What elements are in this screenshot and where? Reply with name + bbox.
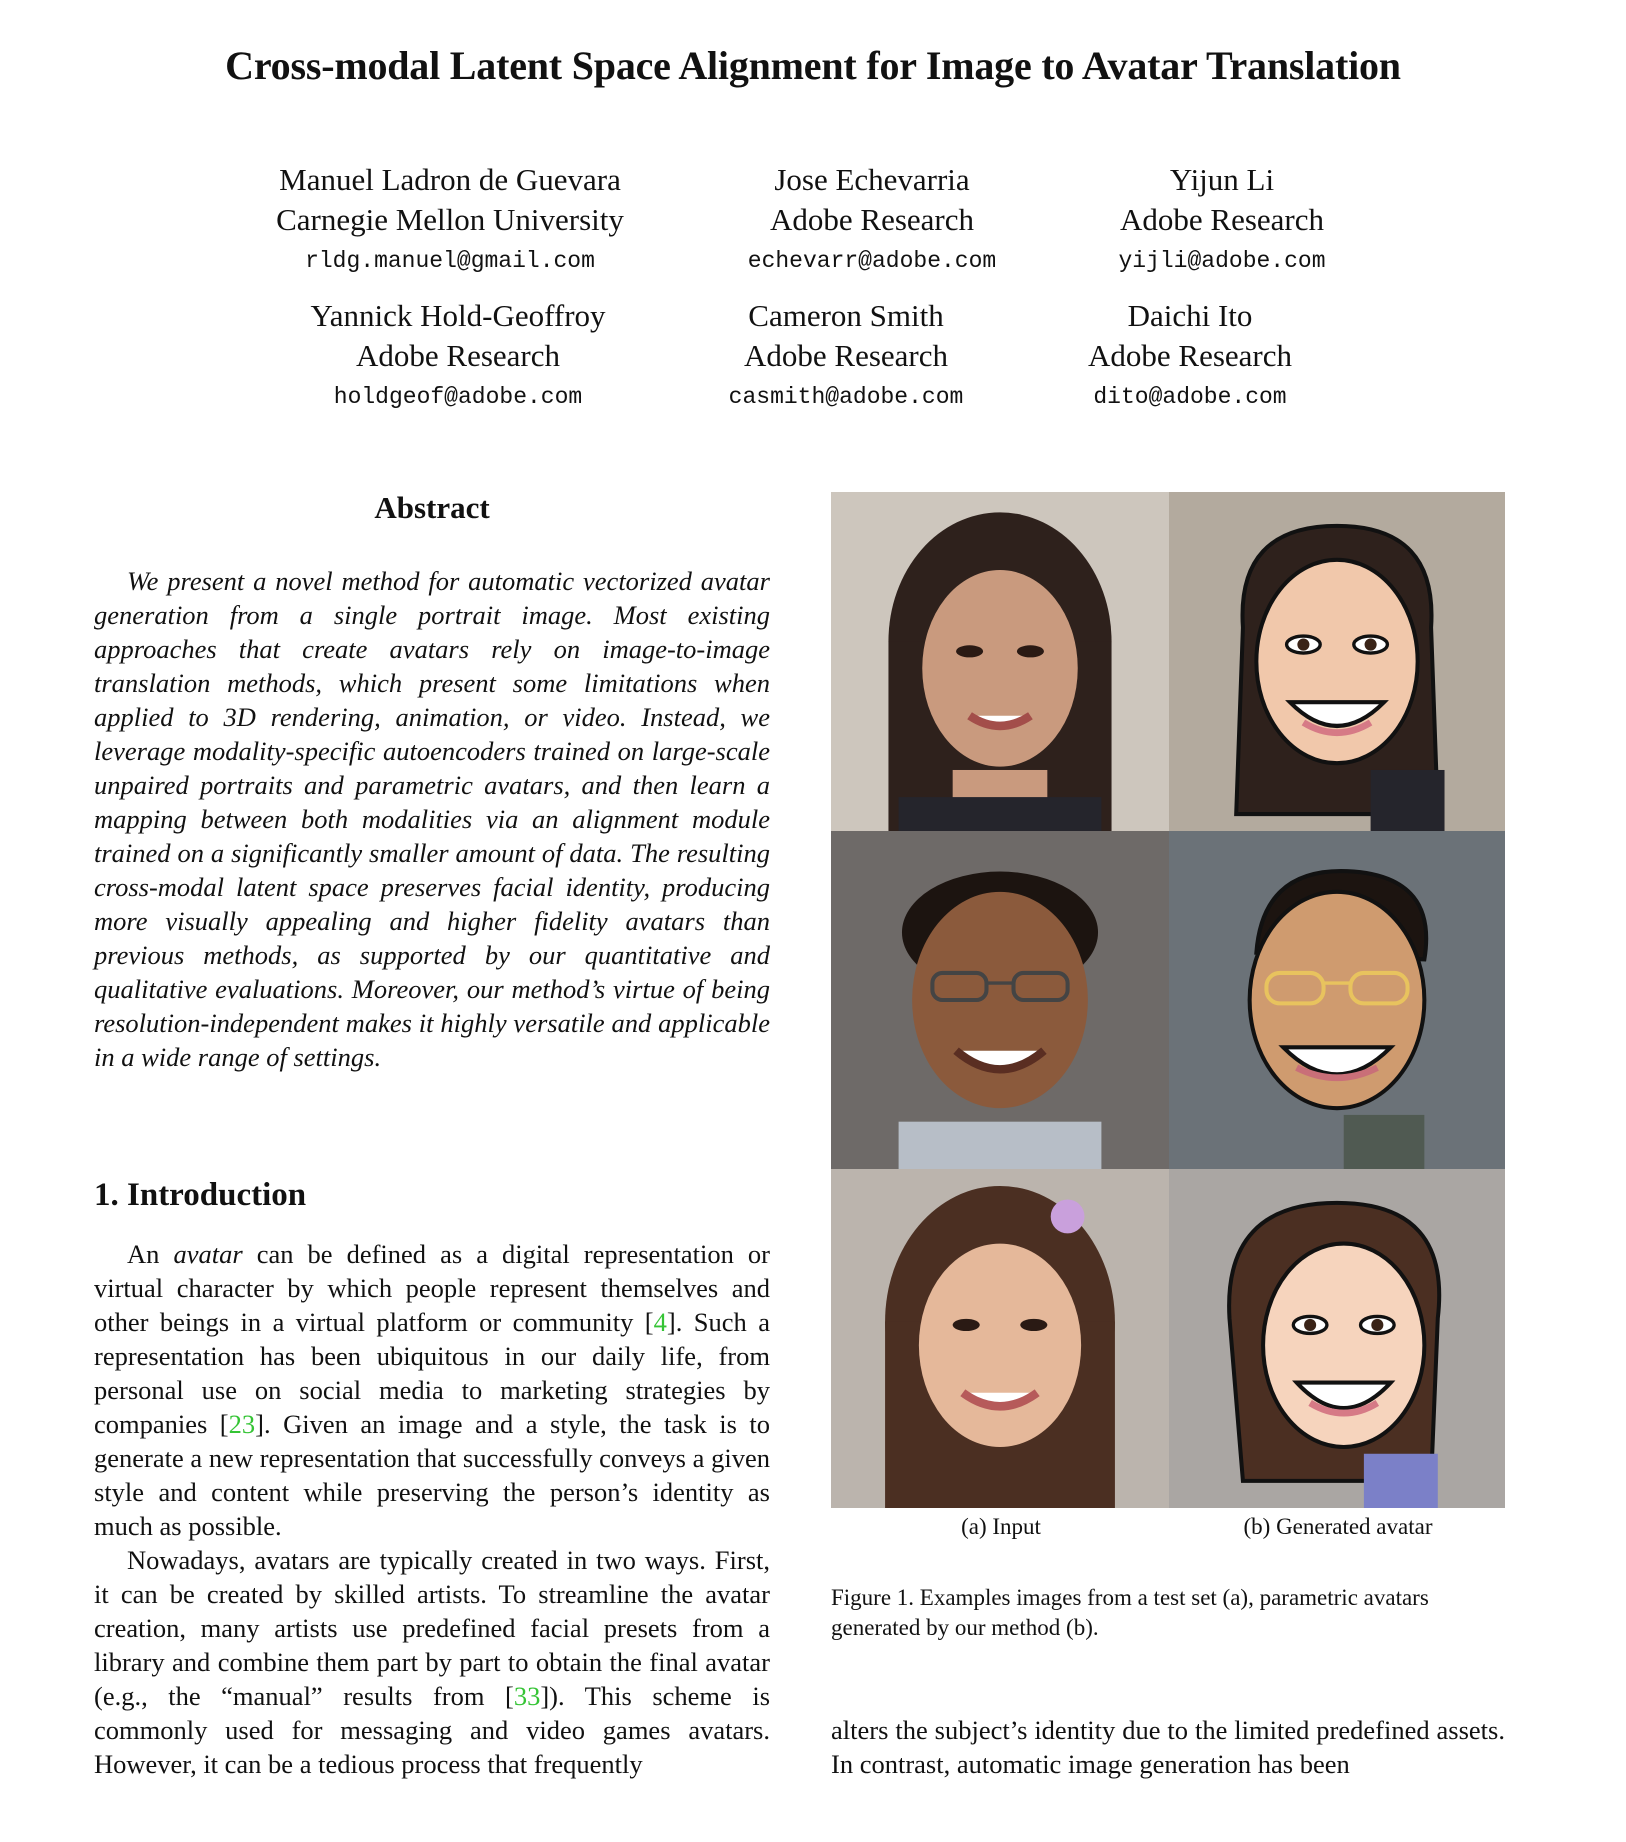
input-photo <box>831 1169 1169 1508</box>
author-email: casmith@adobe.com <box>728 384 964 410</box>
author-name: Cameron Smith <box>748 298 944 333</box>
author-affiliation: Adobe Research <box>1120 202 1324 237</box>
portrait-photo-graphic <box>831 1169 1169 1508</box>
author-block <box>248 296 668 410</box>
text-run: can be defined as a digital representation or virtual character by which people represent themselves and other beings in a virtual platform or community [ <box>94 1239 771 1337</box>
emphasis-text: avatar <box>173 1239 243 1269</box>
author-affiliation: Adobe Research <box>770 202 974 237</box>
right-column-text <box>831 1713 1505 1781</box>
text-run: ]). This scheme is commonly used for messaging and video games avatars. However, it can be a tedious process that frequently <box>94 1681 771 1779</box>
author-email: dito@adobe.com <box>1093 384 1287 410</box>
subcaption-input: (a) Input <box>961 1514 1041 1539</box>
author-name: Manuel Ladron de Guevara <box>279 162 621 197</box>
author-email: echevarr@adobe.com <box>747 248 997 274</box>
author-email: yijli@adobe.com <box>1118 248 1326 274</box>
author-affiliation: Adobe Research <box>744 338 948 373</box>
avatar-graphic <box>1169 831 1505 1169</box>
section-heading: 1. Introduction <box>94 1177 307 1213</box>
author-name: Jose Echevarria <box>774 162 970 197</box>
author-name: Daichi Ito <box>1127 298 1253 333</box>
author-affiliation: Adobe Research <box>1088 338 1292 373</box>
abstract-body: We present a novel method for automatic vectorized avatar generation from a single portrait image. Most existing approaches that create avatars rely on image-to-image translation methods, which present some limitations when applied to 3D rendering, animation, or video. Instead, we leverage modality-specific autoencoders trained on large-scale unpaired portraits and parametric avatars, and then learn a mapping between both modalities via an alignment module trained on a significantly smaller amount of data. The resulting cross-modal latent space preserves facial identity, producing more visually appealing and higher fidelity avatars than previous methods, as supported by our quantitative and qualitative evaluations. Moreover, our method’s virtue of being resolution-independent makes it highly versatile and applicable in a wide range of settings. <box>94 566 770 1072</box>
generated-avatar <box>1169 492 1505 831</box>
text-run: ]. Such a representation has been ubiquitous in our daily life, from personal use on social media to marketing strategies by companies [ <box>94 1307 770 1439</box>
citation-link[interactable]: 33 <box>513 1681 541 1711</box>
author-name: Yannick Hold-Geoffroy <box>310 298 606 333</box>
right-column-paragraph: alters the subject’s identity due to the limited predefined assets. In contrast, automatic image generation has been <box>831 1715 1505 1779</box>
subcaption-generated: (b) Generated avatar <box>1243 1514 1433 1539</box>
generated-avatar <box>1169 831 1505 1169</box>
figure-caption: Figure 1. Examples images from a test set (a), parametric avatars generated by our method (b). <box>831 1585 1429 1640</box>
citation-link[interactable]: 23 <box>228 1409 256 1439</box>
abstract-section <box>94 490 770 1074</box>
portrait-photo-graphic <box>831 831 1169 1169</box>
author-name: Yijun Li <box>1169 162 1275 197</box>
input-photo <box>831 831 1169 1169</box>
text-run: ]. Given an image and a style, the task is to generate a new representation that successfully conveys a given style and content while preserving the person’s identity as much as possible. <box>94 1409 770 1541</box>
input-photo <box>831 492 1169 831</box>
text-run: Nowadays, avatars are typically created in two ways. First, it can be created by skilled artists. To streamline the avatar creation, many artists use predefined facial presets from a library and combine them part by part to obtain the final avatar (e.g., the “manual” results from [ <box>94 1545 770 1711</box>
figure-1-grid <box>831 492 1505 1508</box>
author-email: holdgeof@adobe.com <box>333 384 583 410</box>
introduction-section <box>94 1237 770 1781</box>
avatar-graphic <box>1169 1169 1505 1508</box>
intro-paragraph-1 <box>94 1237 770 1543</box>
intro-paragraph-2 <box>94 1543 770 1781</box>
author-email: rldg.manuel@gmail.com <box>305 248 595 274</box>
text-run: An <box>127 1239 174 1269</box>
author-block <box>1012 160 1432 274</box>
author-block <box>240 160 660 274</box>
author-affiliation: Carnegie Mellon University <box>276 202 624 237</box>
avatar-graphic <box>1169 492 1505 831</box>
abstract-heading: Abstract <box>374 490 490 525</box>
generated-avatar <box>1169 1169 1505 1508</box>
author-block <box>980 296 1400 410</box>
citation-link[interactable]: 4 <box>653 1307 667 1337</box>
paper-title: Cross-modal Latent Space Alignment for Image to Avatar Translation <box>225 43 1401 88</box>
author-affiliation: Adobe Research <box>356 338 560 373</box>
portrait-photo-graphic <box>831 492 1169 831</box>
